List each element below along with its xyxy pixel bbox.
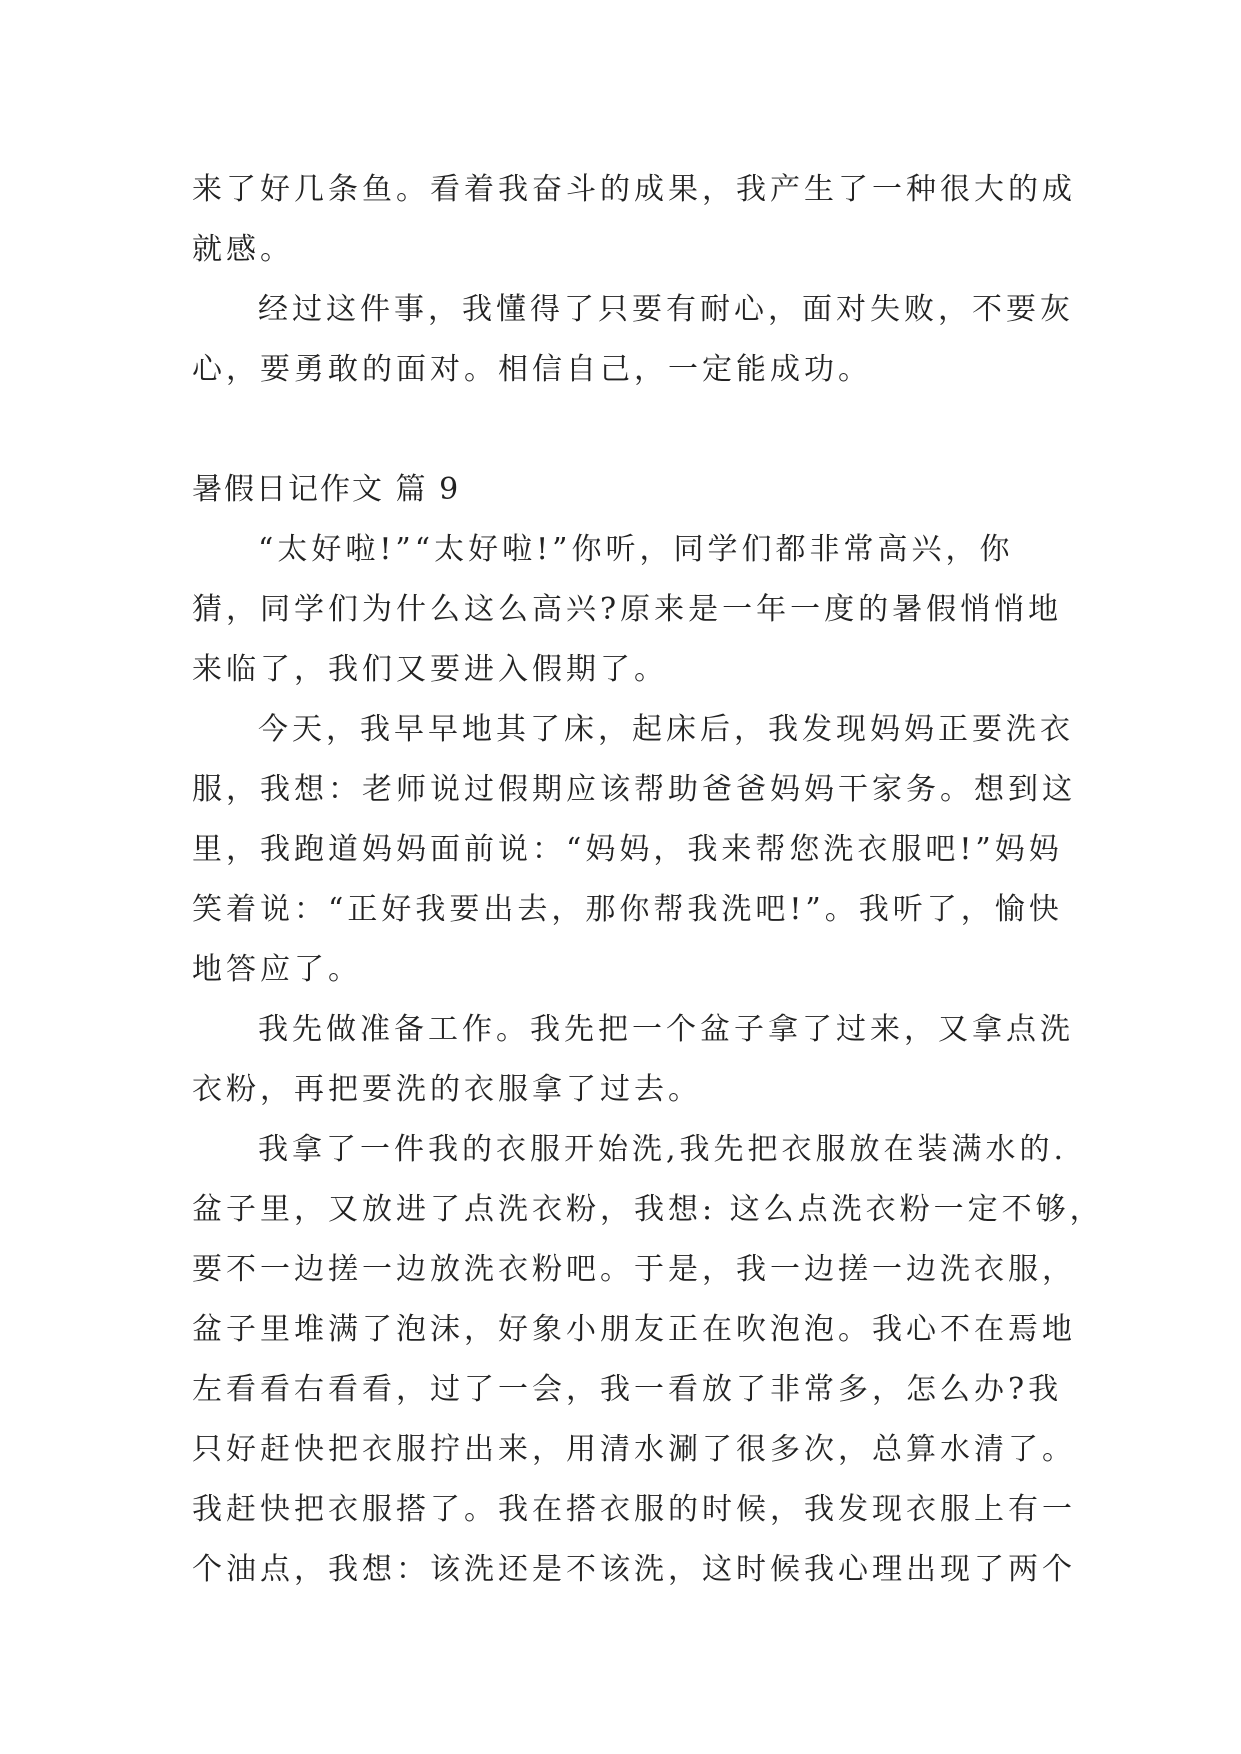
text-line: 服，我想：老师说过假期应该帮助爸爸妈妈干家务。想到这 xyxy=(192,772,1076,807)
paragraph-first-line: 经过这件事，我懂得了只要有耐心，面对失败，不要灰 xyxy=(258,292,1074,327)
text-line: 心，要勇敢的面对。相信自己，一定能成功。 xyxy=(192,352,872,387)
text-line: 地答应了。 xyxy=(192,952,362,987)
text-line: 来临了，我们又要进入假期了。 xyxy=(192,652,668,687)
text-line: 只好赶快把衣服拧出来，用清水涮了很多次，总算水清了。 xyxy=(192,1432,1076,1467)
paragraph-first-line: 我拿了一件我的衣服开始洗,我先把衣服放在装满水的. xyxy=(258,1132,1068,1167)
text-line: 要不一边搓一边放洗衣粉吧。于是，我一边搓一边洗衣服， xyxy=(192,1252,1076,1287)
text-line: 我赶快把衣服搭了。我在搭衣服的时候，我发现衣服上有一 xyxy=(192,1492,1076,1527)
paragraph-first-line: 今天，我早早地其了床，起床后，我发现妈妈正要洗衣 xyxy=(258,712,1074,747)
section-gap xyxy=(192,400,1062,460)
text-line: 来了好几条鱼。看着我奋斗的成果，我产生了一种很大的成 xyxy=(192,172,1076,207)
text-line: 就感。 xyxy=(192,232,294,267)
article-title: 暑假日记作文 篇 9 xyxy=(192,472,461,507)
text-line: 猜，同学们为什么这么高兴?原来是一年一度的暑假悄悄地 xyxy=(192,592,1063,627)
text-line: 左看看右看看，过了一会，我一看放了非常多，怎么办?我 xyxy=(192,1372,1063,1407)
text-line: 盆子里堆满了泡沫，好象小朋友正在吹泡泡。我心不在焉地 xyxy=(192,1312,1076,1347)
text-line: 里，我跑道妈妈面前说：“妈妈，我来帮您洗衣服吧!”妈妈 xyxy=(192,832,1063,867)
paragraph-first-line: “太好啦!”“太好啦!”你听，同学们都非常高兴，你 xyxy=(258,532,1014,567)
text-line: 笑着说：“正好我要出去，那你帮我洗吧!”。我听了，愉快 xyxy=(192,892,1063,927)
paragraph-first-line: 我先做准备工作。我先把一个盆子拿了过来，又拿点洗 xyxy=(258,1012,1074,1047)
document-body xyxy=(192,160,1104,1600)
text-line: 盆子里，又放进了点洗衣粉，我想: 这么点洗衣粉一定不够， xyxy=(192,1192,1104,1227)
text-line: 个油点，我想：该洗还是不该洗，这时候我心理出现了两个 xyxy=(192,1552,1076,1587)
text-line: 衣粉，再把要洗的衣服拿了过去。 xyxy=(192,1072,702,1107)
